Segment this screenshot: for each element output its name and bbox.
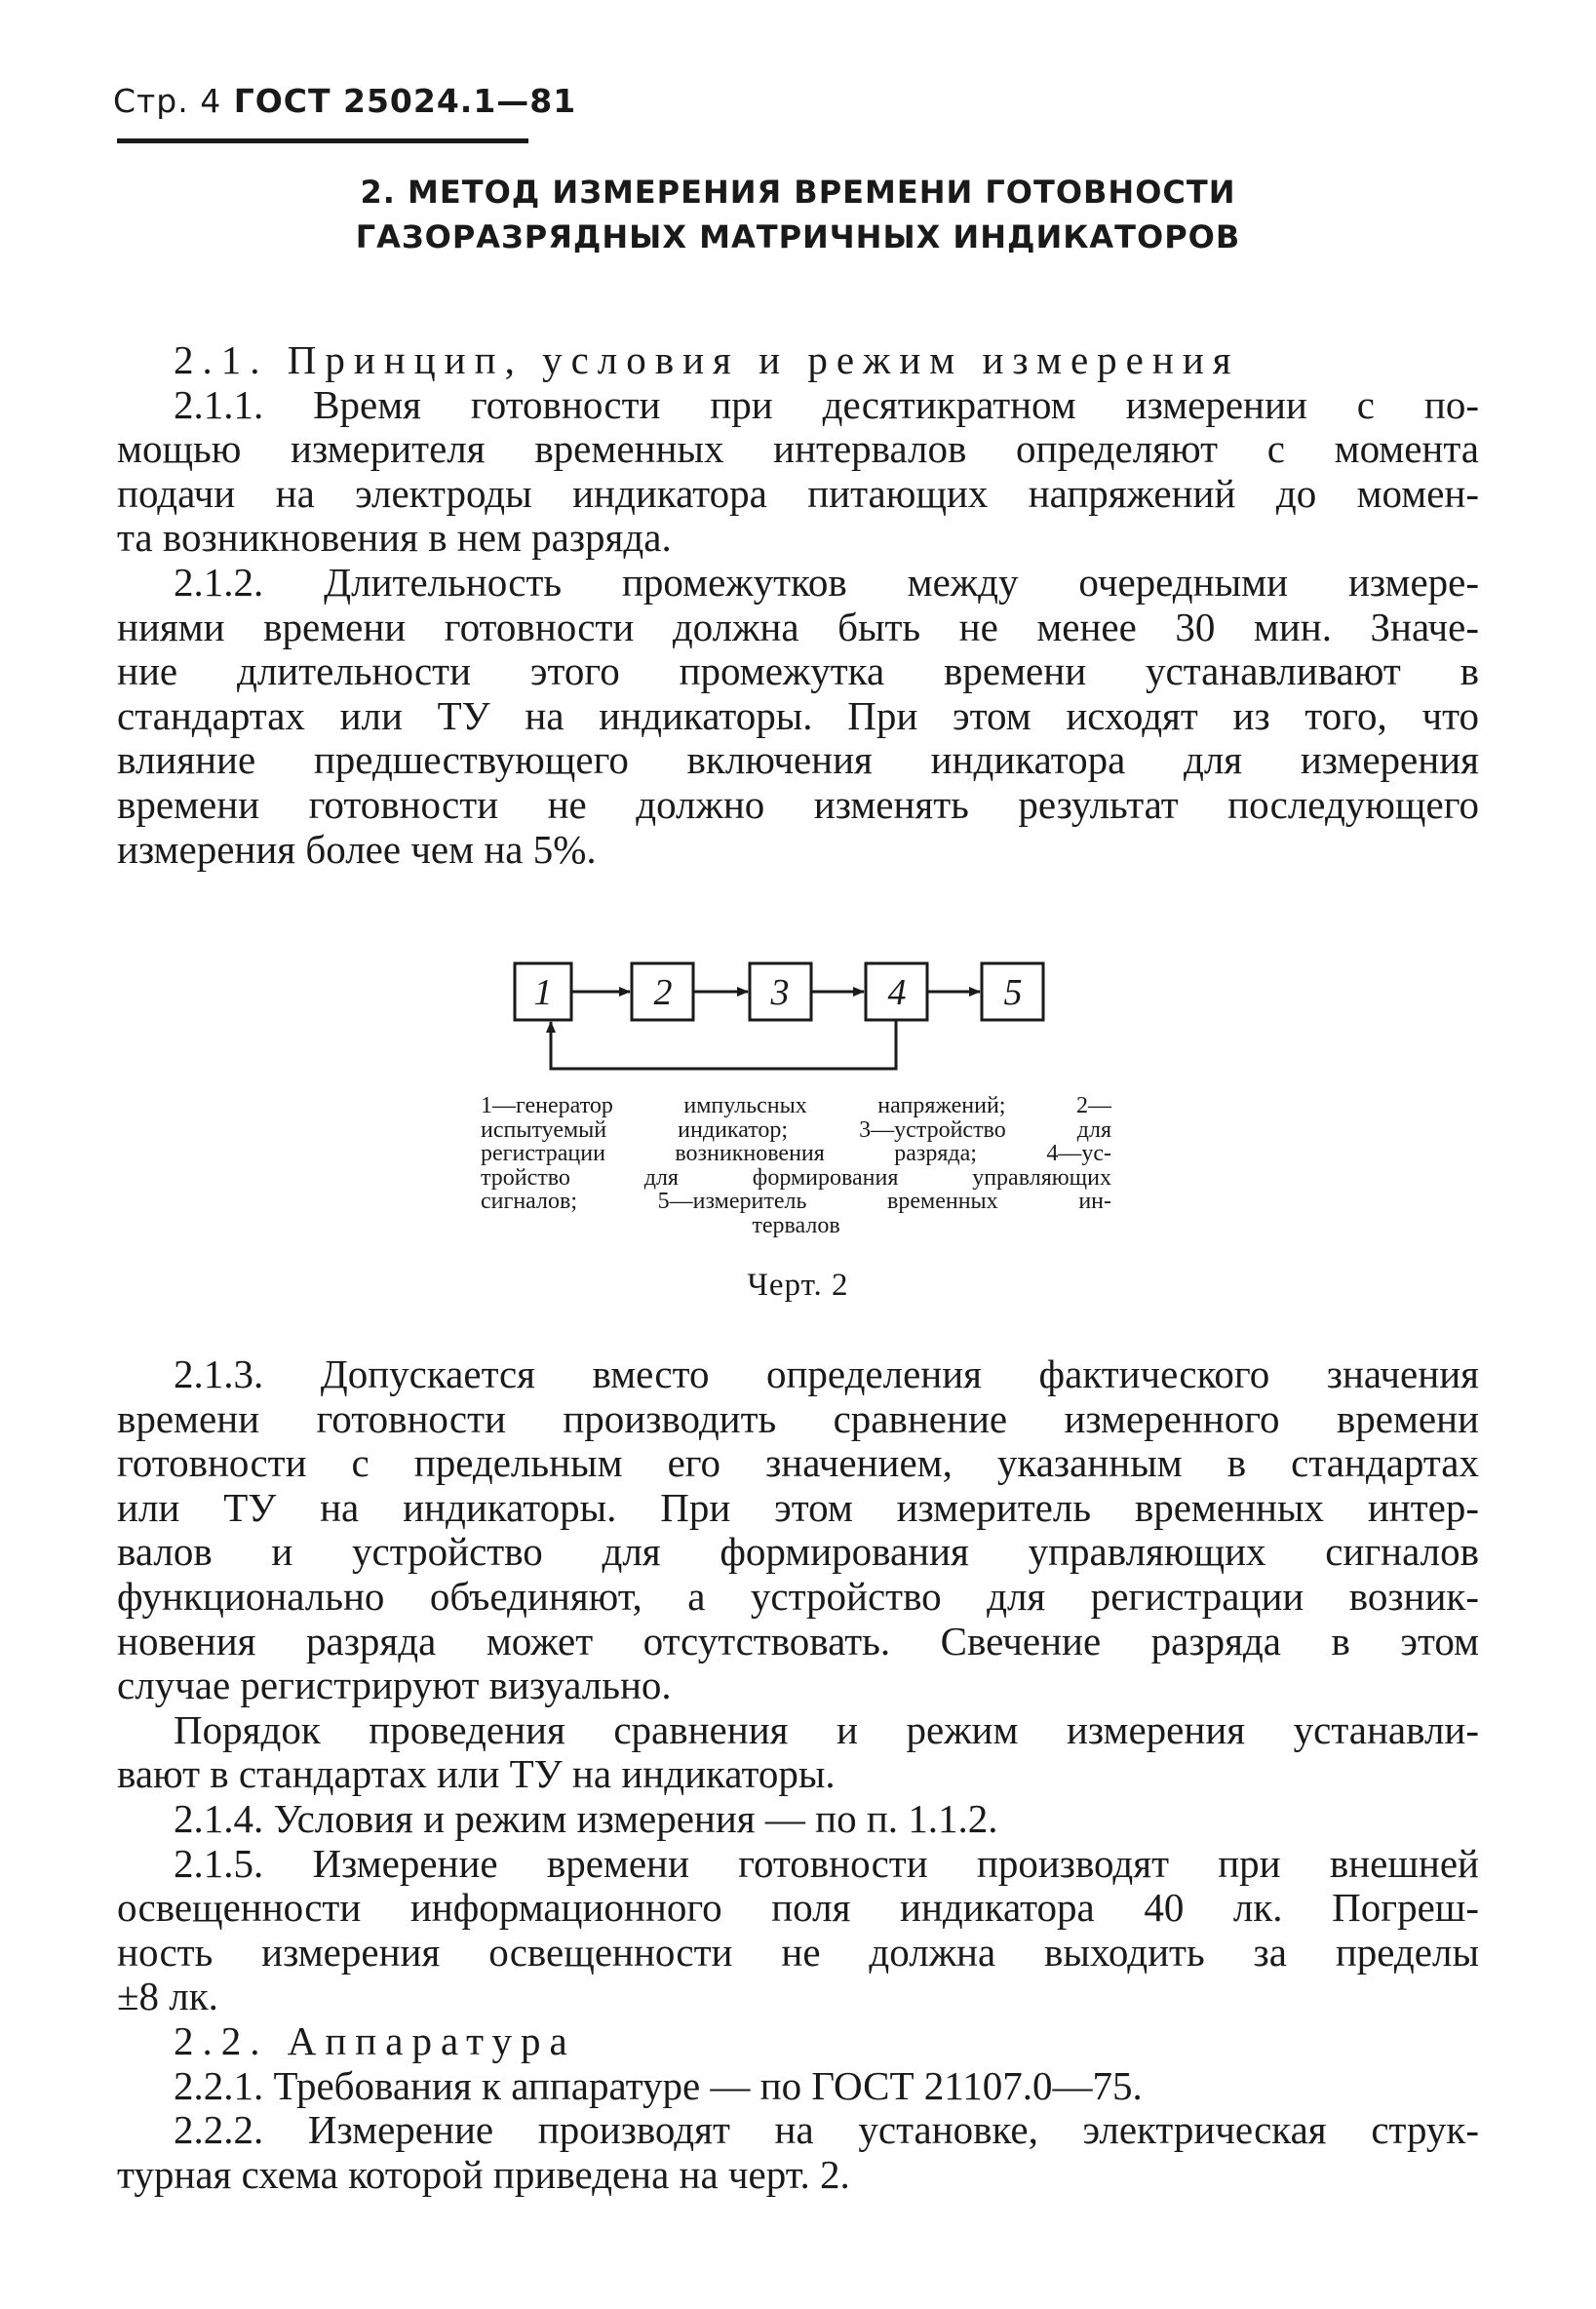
paragraph-2-1-1-line: 2.1.1. Время готовности при десятикратном измерении с по- (174, 381, 1479, 427)
diagram-label: 2 (653, 972, 673, 1013)
paragraph-2-1-3-line: или ТУ на индикаторы. При этом измеритель временных интер- (117, 1484, 1479, 1530)
legend-line: испытуемый индикатор; 3—устройство для (481, 1116, 1111, 1143)
paragraph-2-1-3-line: готовности с предельным его значением, указанным в стандартах (117, 1440, 1479, 1486)
paragraph-2-1-4: 2.1.4. Условия и режим измерения — по п. 1.1.2. (174, 1795, 998, 1841)
paragraph-2-1-3-line: валов и устройство для формирования управляющих сигналов (117, 1529, 1479, 1575)
block-diagram (0, 0, 1596, 1092)
subsection-heading-2-1: 2.1. Принцип, условия и режим измерения (174, 337, 1240, 382)
text-block-2 (117, 1352, 1479, 2197)
paragraph-2-1-5-line: ность измерения освещенности не должна выходить за пределы (117, 1929, 1479, 1975)
paragraph-2-1-2-line: ниями времени готовности должна быть не менее 30 мин. Значе- (117, 604, 1479, 649)
paragraph-2-1-2-line: времени готовности не должно изменять результат последующего (117, 781, 1479, 827)
paragraph-2-1-2-line: измерения более чем на 5%. (117, 826, 597, 872)
page-number: Стр. 4 (113, 82, 222, 120)
paragraph-2-1-3-line: 2.1.3. Допускается вместо определения фактического значения (174, 1351, 1479, 1396)
paragraph-2-2-2-line: турная схема которой приведена на черт. 2. (117, 2151, 850, 2197)
diagram-label: 1 (533, 972, 553, 1013)
diagram-feedback-line (551, 1020, 896, 1069)
paragraph-2-1-3-line: функционально объединяют, а устройство для регистрации возник- (117, 1573, 1479, 1619)
paragraph-2-1-2-line: 2.1.2. Длительность промежутков между очередными измере- (174, 559, 1479, 605)
figure-caption: Черт. 2 (747, 1268, 849, 1303)
legend-line: тройство для формирования управляющих (481, 1164, 1111, 1191)
paragraph-order-line: Порядок проведения сравнения и режим измерения устанавли- (174, 1706, 1479, 1752)
paragraph-2-1-2-line: ние длительности этого промежутка времени устанавливают в (117, 648, 1479, 694)
paragraph-2-1-1-line: та возникновения в нем разряда. (117, 515, 672, 561)
subsection-heading-2-2: 2.2. Аппаратура (174, 2017, 576, 2063)
paragraph-2-1-1-line: подачи на электроды индикатора питающих напряжений до момен- (117, 470, 1479, 516)
standard-code: ГОСТ 25024.1—81 (233, 82, 577, 120)
legend-line: сигналов; 5—измеритель временных ин- (481, 1189, 1111, 1214)
diagram-label: 3 (770, 972, 790, 1013)
paragraph-2-1-2-line: стандартах или ТУ на индикаторы. При этом исходят из того, что (117, 692, 1479, 738)
legend-line: регистрации возникновения разряда; 4—ус- (481, 1141, 1111, 1166)
diagram-label: 5 (1003, 972, 1023, 1013)
paragraph-2-2-2-line: 2.2.2. Измерение производят на установке, электрическая струк- (174, 2107, 1479, 2153)
paragraph-2-1-5-line: ±8 лк. (117, 1974, 218, 2019)
paragraph-2-1-5-line: 2.1.5. Измерение времени готовности производят при внешней (174, 1840, 1479, 1886)
section-title-line-1: 2. МЕТОД ИЗМЕРЕНИЯ ВРЕМЕНИ ГОТОВНОСТИ (360, 174, 1236, 211)
diagram-label: 4 (887, 972, 907, 1013)
paragraph-2-1-3-line: новения разряда может отсутствовать. Свечение разряда в этом (117, 1618, 1479, 1663)
figure-legend (481, 1094, 1111, 1237)
paragraph-2-1-5-line: освещенности информационного поля индикатора 40 лк. Погреш- (117, 1885, 1479, 1931)
paragraph-2-1-3-line: случае регистрируют визуально. (117, 1663, 672, 1708)
legend-line: тервалов (752, 1212, 840, 1238)
paragraph-2-1-2-line: влияние предшествующего включения индикатора для измерения (117, 737, 1479, 783)
legend-line: 1—генератор импульсных напряжений; 2— (481, 1093, 1111, 1118)
paragraph-2-1-1-line: мощью измерителя временных интервалов определяют с момента (117, 426, 1479, 472)
paragraph-2-1-3-line: времени готовности производить сравнение измеренного времени (117, 1395, 1479, 1441)
paragraph-order-line: вают в стандартах или ТУ на индикаторы. (117, 1751, 836, 1797)
paragraph-2-2-1: 2.2.1. Требования к аппаратуре — по ГОСТ 21107.0—75. (174, 2062, 1143, 2108)
section-title-line-2: ГАЗОРАЗРЯДНЫХ МАТРИЧНЫХ ИНДИКАТОРОВ (355, 218, 1241, 255)
